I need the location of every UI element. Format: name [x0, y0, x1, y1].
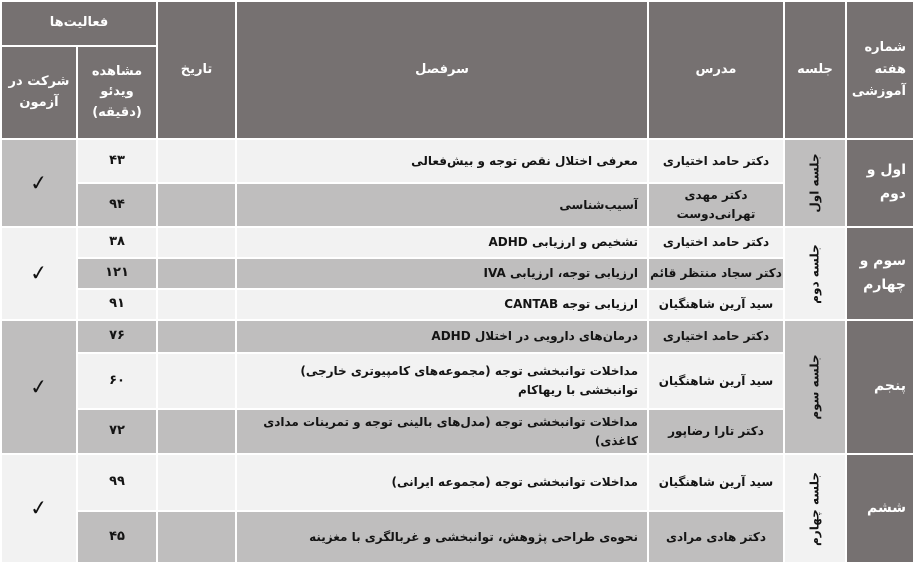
topic-cell: درمان‌های دارویی در اختلال ADHD	[237, 321, 647, 352]
session-label	[785, 140, 845, 226]
checkmark-icon: ✓	[28, 260, 49, 287]
date-cell	[158, 354, 235, 408]
instructor-cell: سید آرین شاهنگیان	[649, 354, 783, 408]
instructor-cell: دکتر تارا رضاپور	[649, 410, 783, 453]
session-label	[785, 455, 845, 562]
column-header-instructor: مدرس	[649, 2, 783, 138]
column-header-activities: فعالیت‌ها	[2, 2, 156, 45]
session-label-text: جلسه دوم	[807, 243, 822, 304]
topic-cell: آسیب‌شناسی	[237, 184, 647, 226]
column-header-exam: شرکت در آزمون	[2, 47, 76, 138]
instructor-cell: دکتر حامد اختیاری	[649, 140, 783, 182]
video-minutes-cell: ۱۲۱	[78, 259, 156, 288]
date-cell	[158, 140, 235, 182]
instructor-cell: دکتر حامد اختیاری	[649, 321, 783, 352]
exam-participation-cell	[2, 140, 76, 226]
date-cell	[158, 321, 235, 352]
date-cell	[158, 228, 235, 257]
week-label: سوم و چهارم	[847, 228, 913, 319]
video-minutes-cell: ۷۲	[78, 410, 156, 453]
video-minutes-cell: ۴۳	[78, 140, 156, 182]
column-header-week-number: شماره هفته آموزشی	[847, 2, 913, 138]
column-header-date: تاریخ	[158, 2, 235, 138]
checkmark-icon: ✓	[28, 495, 49, 522]
column-header-session: جلسه	[785, 2, 845, 138]
instructor-cell: دکتر سجاد منتظر قائم	[649, 259, 783, 288]
session-label-text: جلسه سوم	[807, 354, 822, 420]
exam-participation-cell	[2, 228, 76, 319]
date-cell	[158, 259, 235, 288]
topic-cell: مداخلات توانبخشی توجه (مجموعه‌های کامپیوتری خارجی) توانبخشی با ریهاکام	[237, 354, 647, 408]
topic-cell: ارزیابی توجه، ارزیابی IVA	[237, 259, 647, 288]
topic-cell: معرفی اختلال نقص توجه و بیش‌فعالی	[237, 140, 647, 182]
date-cell	[158, 455, 235, 510]
video-minutes-cell: ۶۰	[78, 354, 156, 408]
session-label-text: جلسه اول	[807, 153, 822, 213]
session-label	[785, 321, 845, 453]
instructor-cell: سید آرین شاهنگیان	[649, 290, 783, 319]
instructor-cell: دکتر هادی مرادی	[649, 512, 783, 562]
column-header-topic: سرفصل	[237, 2, 647, 138]
session-label-text: جلسه چهارم	[807, 471, 822, 546]
week-label: ششم	[847, 455, 913, 562]
topic-cell: تشخیص و ارزیابی ADHD	[237, 228, 647, 257]
video-minutes-cell: ۹۴	[78, 184, 156, 226]
date-cell	[158, 410, 235, 453]
video-minutes-cell: ۴۵	[78, 512, 156, 562]
video-minutes-cell: ۳۸	[78, 228, 156, 257]
video-minutes-cell: ۹۱	[78, 290, 156, 319]
session-label	[785, 228, 845, 319]
topic-cell: ارزیابی توجه CANTAB	[237, 290, 647, 319]
instructor-cell: سید آرین شاهنگیان	[649, 455, 783, 510]
date-cell	[158, 512, 235, 562]
video-minutes-cell: ۷۶	[78, 321, 156, 352]
column-header-video-minutes: مشاهده ویدئو (دقیقه)	[78, 47, 156, 138]
date-cell	[158, 184, 235, 226]
checkmark-icon: ✓	[28, 169, 49, 196]
instructor-cell: دکتر مهدی تهرانی‌دوست	[649, 184, 783, 226]
date-cell	[158, 290, 235, 319]
instructor-cell: دکتر حامد اختیاری	[649, 228, 783, 257]
video-minutes-cell: ۹۹	[78, 455, 156, 510]
exam-participation-cell	[2, 455, 76, 562]
topic-cell: مداخلات توانبخشی توجه (مدل‌های بالینی توجه و تمرینات مدادی کاغذی)	[237, 410, 647, 453]
topic-cell: مداخلات توانبخشی توجه (مجموعه ایرانی)	[237, 455, 647, 510]
exam-participation-cell	[2, 321, 76, 453]
checkmark-icon: ✓	[28, 373, 49, 400]
topic-cell: نحوه‌ی طراحی پژوهش، توانبخشی و غربالگری با مغزینه	[237, 512, 647, 562]
week-label: پنجم	[847, 321, 913, 453]
week-label: اول و دوم	[847, 140, 913, 226]
